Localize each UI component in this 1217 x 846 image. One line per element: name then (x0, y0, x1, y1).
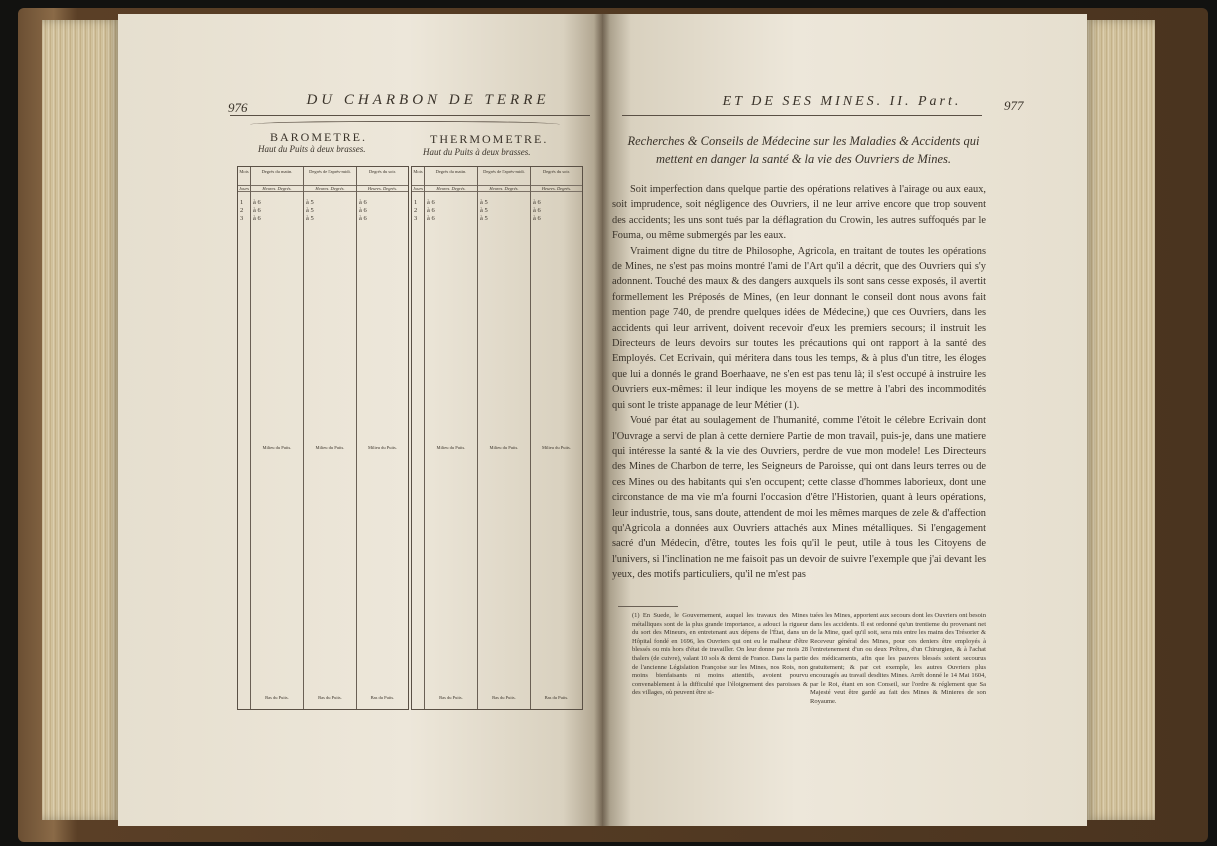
head-rule (230, 115, 590, 116)
column-subheader: Heures. Degrés. (531, 185, 582, 192)
column-header: Degrés du soir. (542, 169, 571, 174)
apres-midi-column (478, 167, 531, 709)
column-header: Degrés de l'après-midi. (309, 169, 351, 174)
table-cell: à 5 (306, 199, 314, 206)
column-header: Degrés de l'après-midi. (483, 169, 525, 174)
milieu-label: Milieu du Puits. (262, 445, 292, 450)
footnote-column-2 (810, 612, 986, 707)
book-gutter (594, 14, 610, 826)
table-cell: à 5 (480, 207, 488, 214)
milieu-label: Milieu du Puits. (489, 445, 519, 450)
head-rule (622, 115, 982, 116)
column-subheader: Jours (239, 186, 249, 191)
barometre-subtitle: Haut du Puits à deux brasses. (258, 144, 366, 154)
thermometre-title: THERMOMETRE. (430, 132, 549, 146)
table-cell: à 5 (480, 215, 488, 222)
milieu-label: Milieu du Puits. (542, 445, 571, 450)
table-cell: à 5 (480, 199, 488, 206)
column-subheader: Heures. Degrés. (478, 185, 530, 192)
right-page (602, 14, 1087, 826)
apres-midi-column (304, 167, 357, 709)
thermometre-table (411, 166, 583, 710)
matin-column (251, 167, 304, 709)
table-cell: 2 (414, 207, 418, 214)
bas-label: Bas du Puits. (439, 695, 463, 700)
table-cell: à 6 (427, 207, 435, 214)
column-subheader: Heures. Degrés. (357, 185, 408, 192)
table-cell: à 6 (533, 215, 541, 222)
section-title: Recherches & Conseils de Médecine sur les Maladies & Accidents qui mettent en danger la santé & la vie des Ouvriers de Mines. (627, 134, 980, 166)
table-cell: à 6 (427, 199, 435, 206)
column-subheader: Heures. Degrés. (304, 185, 356, 192)
thermometre-subtitle: Haut du Puits à deux brasses. (423, 147, 531, 157)
page-edges-right (1085, 20, 1155, 820)
column-header: Degrés du soir. (368, 169, 397, 174)
bas-label: Bas du Puits. (370, 695, 395, 700)
table-cell: à 5 (306, 207, 314, 214)
table-cell: à 6 (533, 207, 541, 214)
barometre-title: BAROMETRE. (270, 130, 368, 144)
paragraph: Soit imperfection dans quelque partie des opérations relatives à l'airage ou aux eaux, soit imprudence, soit négligence des Ouvriers, il ne leur arrive encore que trop souvent des accidents; les uns sont tués par la déflagration du Crowin, les autres suffoqués par le Fouma, ou même submergés par les eaux. (612, 184, 986, 242)
paragraph: Vraiment digne du titre de Philosophe, Agricola, en traitant de toutes les opérations de Mines, ne s'est pas moins montré l'ami de l'Art qu'il a décrit, que des Ouvriers qui s'y adonnent. Touché des maux & des dangers auxquels ils sont sans cesse exposés, il avertit formellement les Préposés de Mines, (en leur donnant le conseil dont nous avons fait mention page 740, de prendre quelques idées de Médecine,) que ces Ouvriers, dans les accidents qui leur arrivent, doivent recevoir d'eux les premiers secours; il instruit les Directeurs de leurs devoirs sur toutes les précautions qui ont rapport à la santé des Employés. Cet Ecrivain, qui méritera dans tous les temps, & à plus d'un titre, les éloges que lui a donnés le grand Boerhaave, ne s'en est pas tenu là; il s'est occupé à instruire les Ouvriers eux-mêmes: il leur indique les moyens de se mettre à l'abri des incommodités qui sont le triste appanage de leur Métier (1). (612, 245, 986, 411)
column-header: Mois (239, 169, 249, 174)
table-cell: à 6 (253, 215, 261, 222)
column-subheader: Heures. Degrés. (251, 185, 303, 192)
footnote-column-1 (632, 612, 808, 698)
column-subheader: Heures. Degrés. (425, 185, 477, 192)
table-cell: à 5 (306, 215, 314, 222)
footnote-rule (618, 606, 678, 607)
table-cell: 3 (414, 215, 418, 222)
milieu-label: Milieu du Puits. (315, 445, 345, 450)
table-cell: à 6 (253, 207, 261, 214)
body-text (612, 182, 986, 583)
bas-label: Bas du Puits. (318, 695, 342, 700)
soir-column (357, 167, 408, 709)
table-cell: à 6 (427, 215, 435, 222)
footnote-text: tuées les Mines, apportent aux secours dont les Ouvriers ont besoin dans les accidents. Il est ordonné qu'un trentieme du provenant net de la Mine, quel qu'il soit, sera mis entre les mains des Trésorier & Receveur général des Mines, pour ces deniers être employés à l'entretenement d'un ou deux Prêtres, d'un Chirurgien, & à l'achat des médicaments, afin que les pauvres blessés soient secourus gratuitement; & par cet exemple, les autres Ouvriers plus encouragés au travail desdites Mines. Arrêt donné le 14 Mai 1604, par le Roi, étant en son Conseil, sur l'ordre & réglement que Sa Majesté veut être gardé au fait des Mines & Minieres de son Royaume. (810, 612, 986, 705)
table-cell: à 6 (359, 207, 367, 214)
mois-column (238, 167, 251, 709)
page-edges-left (42, 20, 120, 820)
soir-column (531, 167, 582, 709)
table-cell: à 6 (253, 199, 261, 206)
table-cell: 1 (414, 199, 418, 206)
column-header: Degrés du matin. (261, 169, 293, 174)
paragraph: Voué par état au soulagement de l'humanité, comme l'étoit le célebre Ecrivain dont l'Ouvrage a servi de plan à cette derniere Partie de mon travail, puis-je, dans une matiere qui intéresse la santé & la vie des Ouvriers, perdre de vue mon modele! Les Directeurs des Mines de Charbon de terre, les Seigneurs de Paroisse, qui ont dans leurs terres ou de ces Mines ou des habitants qui s'en occupent; cette classe d'hommes laborieux, dont une circonstance de ma vie m'a fourni l'occasion d'être l'Historien, quant à leurs opérations, leur industrie, tous, sans doute, attendent de moi les mêmes marques de zele & d'affection qu'Agricola a données aux Ouvriers attachés aux Mines métalliques. Si l'engagement sacré d'un Médecin, d'être, toutes les fois qu'il le peut, utile à tous les Citoyens de l'univers, si l'inclination ne me faisoit pas un devoir de suivre l'exemple que j'ai devant les yeux, des motifs particuliers, qu'il ne m'est pas (612, 415, 986, 581)
mois-column (412, 167, 425, 709)
column-header: Mois (413, 169, 423, 174)
column-subheader: Jours (413, 186, 423, 191)
left-running-head: DU CHARBON DE TERRE (306, 92, 550, 108)
table-cell: 1 (240, 199, 244, 206)
bas-label: Bas du Puits. (265, 695, 289, 700)
column-header: Degrés du matin. (435, 169, 467, 174)
table-cell: 3 (240, 215, 244, 222)
table-cell: à 6 (359, 215, 367, 222)
table-brace (250, 121, 560, 130)
milieu-label: Milieu du Puits. (436, 445, 466, 450)
table-cell: à 6 (533, 199, 541, 206)
right-running-head: ET DE SES MINES. II. Part. (722, 94, 962, 109)
matin-column (425, 167, 478, 709)
milieu-label: Milieu du Puits. (368, 445, 397, 450)
barometre-table (237, 166, 409, 710)
bas-label: Bas du Puits. (492, 695, 516, 700)
table-cell: à 6 (359, 199, 367, 206)
table-cell: 2 (240, 207, 244, 214)
left-page-number: 976 (228, 100, 248, 115)
bas-label: Bas du Puits. (544, 695, 569, 700)
left-page (118, 14, 602, 826)
right-page-number: 977 (1004, 98, 1024, 113)
footnote-text: (1) En Suede, le Gouvernement, auquel les travaux des Mines métalliques sont de la plus grande importance, a adouci la rigueur du sort des Mineurs, en entretenant aux dépens de l'État, dans un Hôpital fondé en 1696, les Ouvriers qui ont eu le malheur d'être blessés ou mis hors d'état de travailler. On leur donne par mois 28 thalers (de cuivre), valant 10 sols & demi de France. Dans la partie de l'ancienne Législation Françoise sur les Mines, nos Rois, non moins bienfaisants ni moins attentifs, avoient pourvu convenablement à la difficulté que l'éloignement des paroisses & des villages, où peuvent être si- (632, 612, 808, 697)
